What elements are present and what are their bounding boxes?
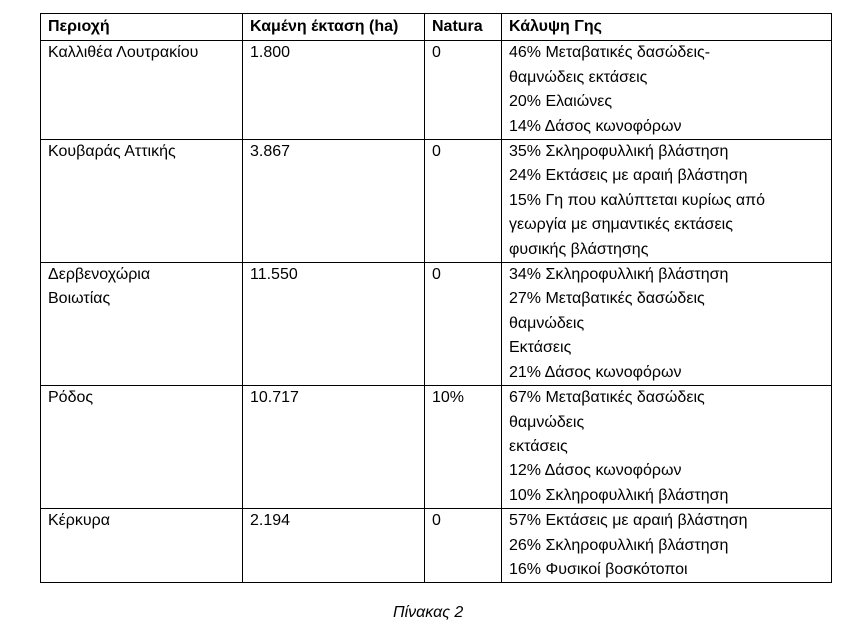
cell-land-cover: [502, 41, 832, 140]
table-row: [41, 509, 832, 583]
cell-natura: 0: [425, 140, 502, 263]
cell-burned-area: 2.194: [243, 509, 425, 583]
cell-natura: 0: [425, 509, 502, 583]
table-row: [41, 140, 832, 263]
land-cover-line: θαμνώδεις: [509, 314, 585, 332]
land-cover-line: Εκτάσεις: [509, 339, 572, 357]
cell-land-cover: [502, 263, 832, 386]
land-cover-line: 67% Μεταβατικές δασώδεις: [509, 389, 705, 407]
land-cover-line: φυσικής βλάστησης: [509, 240, 649, 258]
cell-land-cover: [502, 386, 832, 509]
cell-burned-area: 11.550: [243, 263, 425, 386]
land-cover-line: 27% Μεταβατικές δασώδεις: [509, 290, 705, 308]
cell-area: Κουβαράς Αττικής: [41, 140, 243, 263]
table-row: [41, 263, 832, 386]
cell-area: Κέρκυρα: [41, 509, 243, 583]
header-land-cover: Κάλυψη Γης: [502, 14, 832, 41]
cell-natura: 0: [425, 263, 502, 386]
header-burned-area: [243, 14, 425, 41]
cell-area: Ρόδος: [41, 386, 243, 509]
land-cover-line: 12% Δάσος κωνοφόρων: [509, 462, 682, 480]
land-cover-line: 15% Γη που καλύπτεται κυρίως από: [509, 191, 766, 209]
land-cover-line: 21% Δάσος κωνοφόρων: [509, 363, 682, 381]
land-cover-line: 34% Σκληροφυλλική βλάστηση: [509, 266, 729, 284]
cell-area-label: Δερβενοχώρια Βοιωτίας: [48, 266, 151, 308]
table-row: [41, 41, 832, 140]
land-cover-line: 14% Δάσος κωνοφόρων: [509, 117, 682, 135]
table-row: [41, 386, 832, 509]
cell-natura: 0: [425, 41, 502, 140]
table-caption: Πίνακας 2: [393, 604, 464, 621]
cell-area: Καλλιθέα Λουτρακίου: [41, 41, 243, 140]
header-row: [41, 14, 832, 41]
land-cover-line: 57% Εκτάσεις με αραιή βλάστηση: [509, 512, 748, 530]
table-header: [41, 14, 832, 41]
cell-land-cover: [502, 140, 832, 263]
header-area: Περιοχή: [41, 14, 243, 41]
header-burned-area-label: Καμένη έκταση (ha): [250, 18, 399, 35]
land-cover-line: θαμνώδεις εκτάσεις: [509, 68, 648, 86]
cell-land-cover: [502, 509, 832, 583]
land-cover-line: εκτάσεις: [509, 437, 568, 455]
cell-area: [41, 263, 243, 386]
burned-area-table: [40, 13, 832, 583]
cell-burned-area: 10.717: [243, 386, 425, 509]
land-cover-line: 24% Εκτάσεις με αραιή βλάστηση: [509, 167, 748, 185]
land-cover-line: 10% Σκληροφυλλική βλάστηση: [509, 486, 729, 504]
land-cover-line: 16% Φυσικοί βοσκότοποι: [509, 560, 688, 578]
cell-natura: 10%: [425, 386, 502, 509]
header-natura: Natura: [425, 14, 502, 41]
land-cover-line: 26% Σκληροφυλλική βλάστηση: [509, 536, 729, 554]
cell-burned-area: 3.867: [243, 140, 425, 263]
land-cover-line: 20% Ελαιώνες: [509, 93, 613, 111]
land-cover-line: 35% Σκληροφυλλική βλάστηση: [509, 143, 729, 161]
land-cover-line: 46% Μεταβατικές δασώδεις-: [509, 44, 711, 62]
land-cover-line: γεωργία με σημαντικές εκτάσεις: [509, 216, 733, 234]
cell-burned-area: 1.800: [243, 41, 425, 140]
land-cover-line: θαμνώδεις: [509, 413, 585, 431]
